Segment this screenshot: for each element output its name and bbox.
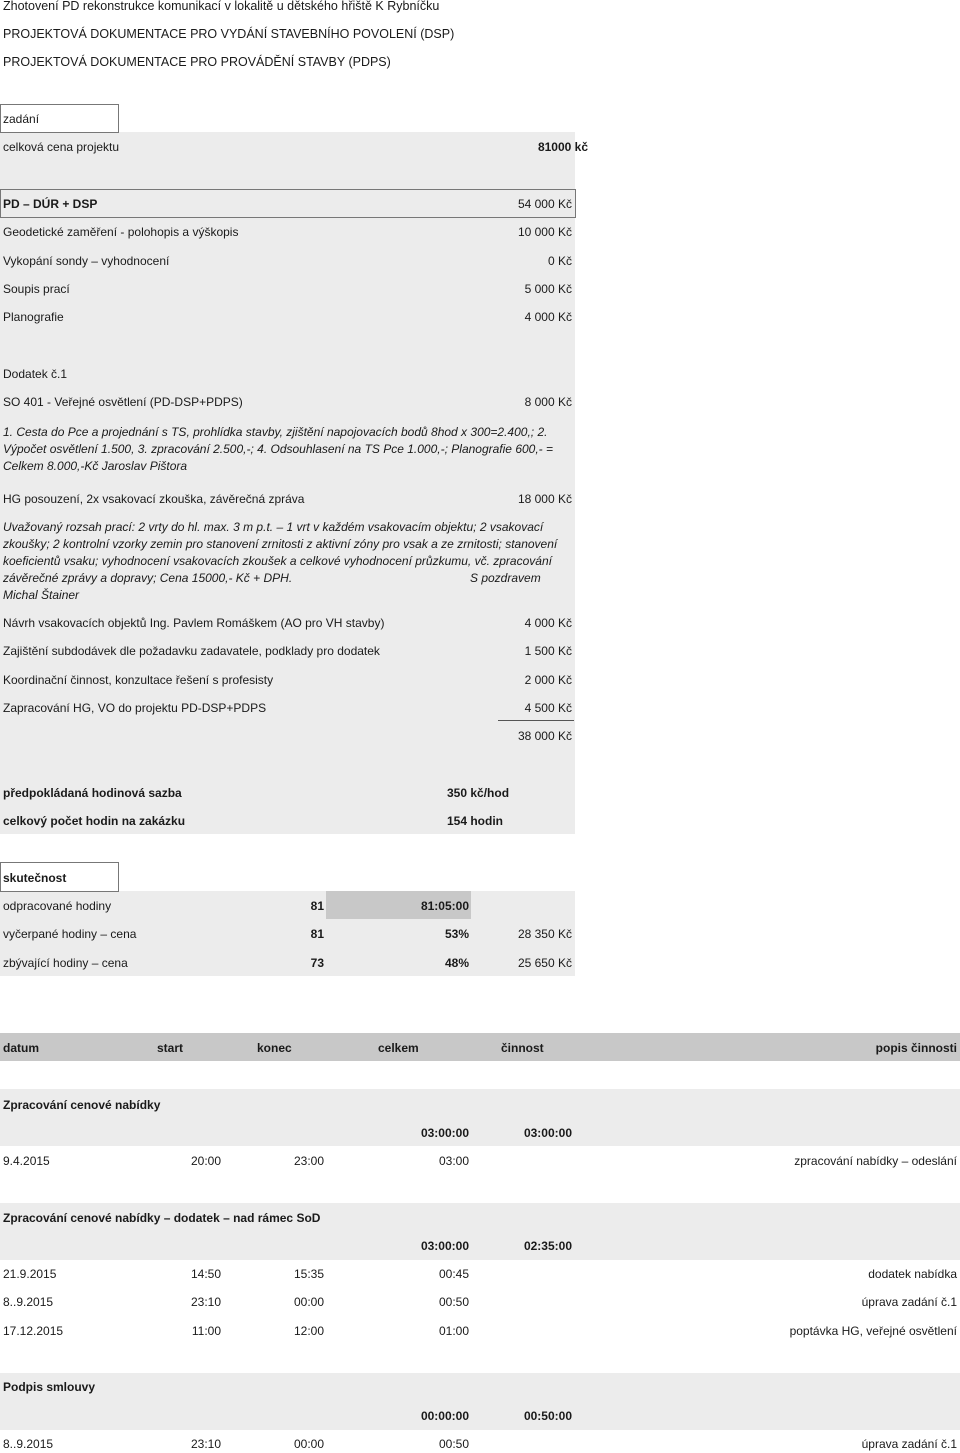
- log-header-datum: datum: [3, 1041, 39, 1055]
- skutecnost-row-num: 81: [310, 899, 324, 913]
- log-header-bg: [0, 1033, 960, 1061]
- log-section-sum1: 03:00:00: [420, 1239, 469, 1253]
- log-section-sum1: 03:00:00: [420, 1126, 469, 1140]
- extra-item-label: Zajištění subdodávek dle požadavku zadavatele, podklady pro dodatek: [3, 644, 380, 658]
- skutecnost-row-label: zbývající hodiny – cena: [3, 956, 128, 970]
- skutecnost-row-pct: 81:05:00: [420, 899, 469, 913]
- skutecnost-row-amount: 28 350 Kč: [517, 927, 572, 941]
- sum-divider: [498, 720, 574, 721]
- log-row-konec: 12:00: [293, 1324, 324, 1338]
- skutecnost-row-num: 81: [310, 927, 324, 941]
- extra-item-value: 2 000 Kč: [524, 673, 572, 687]
- skutecnost-row-amount: 25 650 Kč: [517, 956, 572, 970]
- log-row-datum: 8..9.2015: [3, 1437, 54, 1451]
- extra-item-value: 4 000 Kč: [524, 616, 572, 630]
- so401-label: SO 401 - Veřejné osvětlení (PD-DSP+PDPS): [3, 395, 243, 409]
- document-subtitle-dsp: PROJEKTOVÁ DOKUMENTACE PRO VYDÁNÍ STAVEBNÍHO POVOLENÍ (DSP): [3, 27, 455, 41]
- log-row-datum: 21.9.2015: [3, 1267, 57, 1281]
- log-row-popis: úprava zadání č.1: [861, 1295, 957, 1309]
- log-header-start: start: [157, 1041, 184, 1055]
- zadani-label: zadání: [3, 112, 40, 126]
- log-section-sum2: 03:00:00: [523, 1126, 572, 1140]
- log-row-popis: úprava zadání č.1: [861, 1437, 957, 1451]
- document-subtitle-pdps: PROJEKTOVÁ DOKUMENTACE PRO PROVÁDĚNÍ STAVBY (PDPS): [3, 55, 391, 69]
- extra-item-value: 4 500 Kč: [524, 701, 572, 715]
- skutecnost-label: skutečnost: [3, 871, 67, 885]
- item-value: 10 000 Kč: [517, 225, 572, 239]
- hg-note: Uvažovaný rozsah prací: 2 vrty do hl. max. 3 m p.t. – 1 vrt v každém vsakovacím objektu; 2 vsakovací zkoušky; 2 kontrolní vzorky zemin pro stanovení zrnitosti z aktivní zóny pro vsak a ze zrnitosti; stanovení koeficientů vsaku; vyhodnocení vsakovacích zkoušek a celkové vyhodnocení průzkumu, vč. zpracování závěrečné zprávy a dopravy; Cena 15000,- Kč + DPH.: [3, 520, 558, 585]
- log-row-konec: 00:00: [293, 1295, 324, 1309]
- skutecnost-row-pct: 53%: [444, 927, 469, 941]
- log-row-start: 20:00: [190, 1154, 221, 1168]
- dodatek-label: Dodatek č.1: [3, 367, 68, 381]
- hours-value: 154 hodin: [447, 814, 504, 828]
- item-label: Vykopání sondy – vyhodnocení: [3, 254, 170, 268]
- log-row-popis: zpracování nabídky – odeslání: [794, 1154, 957, 1168]
- log-section-title: Podpis smlouvy: [3, 1380, 96, 1394]
- so401-value: 8 000 Kč: [524, 395, 572, 409]
- log-section-sum2: 00:50:00: [523, 1409, 572, 1423]
- extra-item-value: 1 500 Kč: [524, 644, 572, 658]
- skutecnost-row-label: odpracované hodiny: [3, 899, 112, 913]
- item-value: 4 000 Kč: [524, 310, 572, 324]
- extra-item-label: Návrh vsakovacích objektů Ing. Pavlem Romáškem (AO pro VH stavby): [3, 616, 385, 630]
- log-section-sum2: 02:35:00: [523, 1239, 572, 1253]
- so401-note: 1. Cesta do Pce a projednání s TS, prohlídka stavby, zjištění napojovacích bodů 8hod x 300=2.400,; 2. Výpočet osvětlení 1.500, 3. zpracování 2.500,-; 4. Odsouhlasení na TS Pce 1.000,-; Planografie 600,- = Celkem 8.000,-Kč Jaroslav Pištora: [3, 425, 554, 473]
- log-row-konec: 00:00: [293, 1437, 324, 1451]
- log-row-konec: 15:35: [293, 1267, 324, 1281]
- log-section3-bg: [0, 1373, 960, 1430]
- log-header-popis: popis činnosti: [875, 1041, 957, 1055]
- total-price-label: celková cena projektu: [3, 140, 120, 154]
- log-row-celkem: 01:00: [438, 1324, 469, 1338]
- skutecnost-row-num: 73: [310, 956, 324, 970]
- item-value: 0 Kč: [547, 254, 572, 268]
- rate-value: 350 kč/hod: [447, 786, 510, 800]
- log-row-start: 14:50: [190, 1267, 221, 1281]
- extra-item-label: Koordinační činnost, konzultace řešení s profesisty: [3, 673, 274, 687]
- hg-label: HG posouzení, 2x vsakovací zkouška, závěrečná zpráva: [3, 492, 305, 506]
- pd-label: PD – DÚR + DSP: [3, 197, 98, 211]
- log-row-celkem: 00:50: [438, 1295, 469, 1309]
- hours-label: celkový počet hodin na zakázku: [3, 814, 186, 828]
- log-row-celkem: 00:45: [438, 1267, 469, 1281]
- item-label: Geodetické zaměření - polohopis a výškopis: [3, 225, 239, 239]
- log-row-popis: poptávka HG, veřejné osvětlení: [789, 1324, 957, 1338]
- hg-value: 18 000 Kč: [517, 492, 572, 506]
- total-price-value: 81000 kč: [537, 140, 588, 154]
- log-row-celkem: 00:50: [438, 1437, 469, 1451]
- log-row-start: 11:00: [191, 1324, 221, 1338]
- log-row-start: 23:10: [190, 1295, 221, 1309]
- log-row-datum: 8..9.2015: [3, 1295, 54, 1309]
- log-row-start: 23:10: [190, 1437, 221, 1451]
- log-header-konec: konec: [257, 1041, 292, 1055]
- item-label: Planografie: [3, 310, 64, 324]
- log-section-title: Zpracování cenové nabídky – dodatek – nad rámec SoD: [3, 1211, 321, 1225]
- document-title: Zhotovení PD rekonstrukce komunikací v lokalitě u dětského hřiště K Rybníčku: [3, 0, 440, 13]
- skutecnost-row-label: vyčerpané hodiny – cena: [3, 927, 137, 941]
- log-row-celkem: 03:00: [438, 1154, 469, 1168]
- log-row-datum: 17.12.2015: [3, 1324, 64, 1338]
- skutecnost-row-pct: 48%: [444, 956, 469, 970]
- item-value: 5 000 Kč: [524, 282, 572, 296]
- rate-label: předpokládaná hodinová sazba: [3, 786, 182, 800]
- hg-signature: Michal Štainer: [3, 588, 80, 602]
- log-header-cinnost: činnost: [501, 1041, 544, 1055]
- log-row-popis: dodatek nabídka: [868, 1267, 957, 1281]
- log-row-datum: 9.4.2015: [3, 1154, 50, 1168]
- extra-item-label: Zapracování HG, VO do projektu PD-DSP+PDPS: [3, 701, 267, 715]
- sum-value: 38 000 Kč: [517, 729, 572, 743]
- log-header-celkem: celkem: [378, 1041, 419, 1055]
- hg-greeting: S pozdravem: [470, 571, 541, 585]
- log-section-sum1: 00:00:00: [420, 1409, 469, 1423]
- log-row-konec: 23:00: [293, 1154, 324, 1168]
- log-section-title: Zpracování cenové nabídky: [3, 1098, 161, 1112]
- pd-value: 54 000 Kč: [517, 197, 572, 211]
- item-label: Soupis prací: [3, 282, 70, 296]
